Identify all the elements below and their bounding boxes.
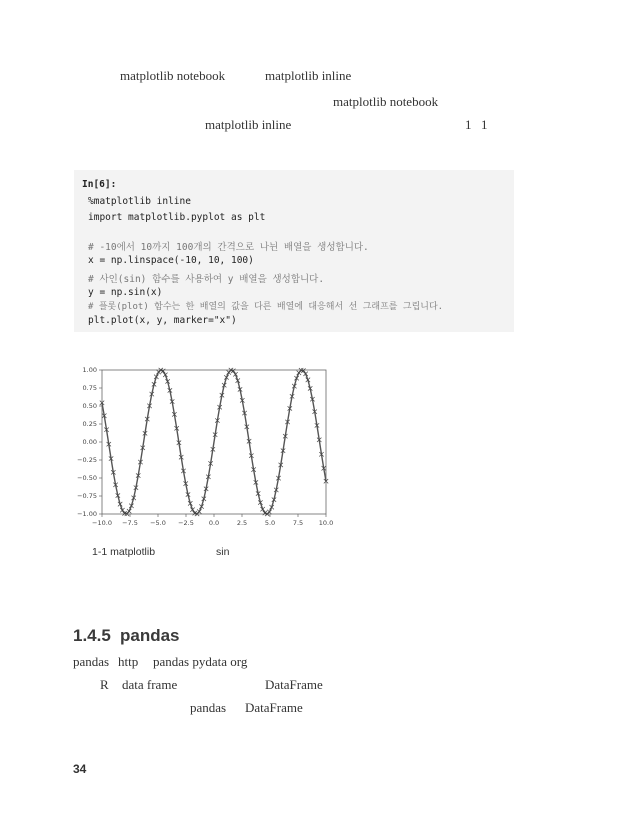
code-line-2: import matplotlib.pyplot as plt — [88, 212, 266, 223]
sine-plot-svg — [68, 362, 338, 534]
y-tick-label: 0.25 — [82, 420, 97, 429]
intro-text-matplotlib-notebook: matplotlib notebook — [120, 68, 226, 83]
y-tick-label: −0.75 — [77, 492, 97, 501]
figure-caption-sin: sin — [216, 546, 230, 558]
intro-text-figure-ref-2: 1 — [481, 117, 488, 132]
figure-caption-label: 1-1 matplotlib — [92, 546, 156, 558]
intro-text-matplotlib-inline-2: matplotlib inline — [205, 117, 292, 132]
x-tick-label: 0.0 — [208, 519, 220, 527]
code-prompt: In[6]: — [82, 179, 117, 190]
y-tick-label: 0.75 — [82, 384, 97, 393]
y-tick-label: −0.25 — [77, 456, 97, 465]
sine-line — [102, 370, 326, 514]
y-tick-label: 0.50 — [82, 402, 97, 411]
code-comment-3: # 플롯(plot) 함수는 한 배열의 값을 다른 배열에 대응해서 선 그래프를 그립니다. — [88, 302, 444, 312]
intro-text-figure-ref-1: 1 — [465, 117, 472, 132]
y-tick-label: 0.00 — [82, 438, 97, 447]
code-line-5: x = np.linspace(-10, 10, 100) — [88, 255, 254, 266]
body-text-pandas-2: pandas — [190, 700, 227, 715]
x-tick-label: 2.5 — [236, 519, 248, 527]
body-text-http: http — [118, 654, 139, 669]
plot-ticks — [77, 366, 333, 527]
x-tick-label: −7.5 — [122, 519, 138, 527]
code-line-9: plt.plot(x, y, marker="x") — [88, 315, 237, 326]
y-tick-label: 1.00 — [82, 366, 97, 375]
x-tick-label: 7.5 — [292, 519, 304, 527]
x-tick-label: −10.0 — [92, 519, 112, 527]
x-tick-label: 5.0 — [264, 519, 276, 527]
body-text-pandas: pandas — [73, 654, 110, 669]
body-text-dataframe-2: DataFrame — [245, 700, 303, 715]
body-text-pandas-url: pandas pydata org — [153, 654, 248, 669]
code-line-1: %matplotlib inline — [88, 196, 191, 207]
code-line-7: y = np.sin(x) — [88, 287, 163, 298]
code-comment-2: # 사인(sin) 함수를 사용하여 y 배열을 생성합니다. — [88, 274, 325, 285]
intro-text-matplotlib-notebook-2: matplotlib notebook — [333, 94, 439, 109]
body-text-data-frame: data frame — [122, 677, 178, 692]
page-number: 34 — [73, 762, 87, 776]
plot-series — [102, 370, 326, 514]
x-tick-label: −2.5 — [178, 519, 194, 527]
x-tick-label: −5.0 — [150, 519, 166, 527]
y-tick-label: −0.50 — [77, 474, 97, 483]
x-tick-label: 10.0 — [318, 519, 334, 527]
y-tick-label: −1.00 — [77, 510, 97, 519]
body-text-r: R — [100, 677, 109, 692]
intro-text-matplotlib-inline: matplotlib inline — [265, 68, 352, 83]
code-comment-1: # -10에서 10까지 100개의 간격으로 나뉜 배열을 생성합니다. — [88, 242, 369, 253]
body-text-dataframe: DataFrame — [265, 677, 323, 692]
sine-plot — [68, 362, 338, 534]
section-number: 1.4.5 — [73, 626, 111, 645]
code-cell — [74, 170, 514, 332]
section-title: pandas — [120, 626, 180, 645]
